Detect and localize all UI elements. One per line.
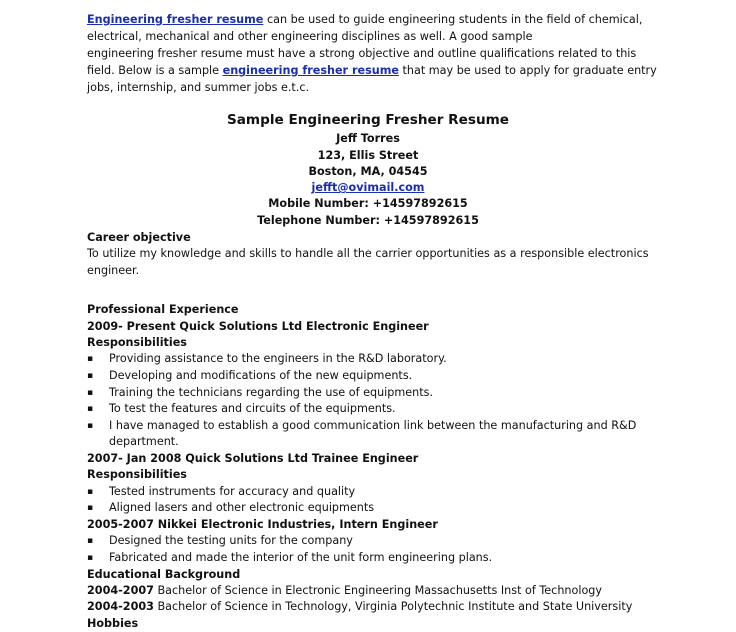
intro-line-1-text: can be used to guide engineering students in the field of chemical, (263, 13, 643, 26)
engineering-fresher-resume-link-2[interactable]: engineering fresher resume (222, 64, 399, 77)
education-heading: Educational Background (87, 568, 241, 581)
bullet-icon: ▪ (87, 371, 94, 381)
career-objective-line-2: engineer. (87, 264, 140, 277)
job-3-title: 2005-2007 Nikkei Electronic Industries, Intern Engineer (87, 518, 438, 531)
telephone-number: Telephone Number: +14597892615 (257, 214, 479, 227)
job-1-responsibilities-heading: Responsibilities (87, 336, 187, 349)
education-description: Bachelor of Science in Technology, Virginia Polytechnic Institute and State University (153, 600, 633, 613)
bullet-icon: ▪ (87, 354, 94, 364)
email-row (0, 180, 736, 196)
intro-line-3: engineering fresher resume must have a strong objective and outline qualifications related to this (87, 47, 637, 60)
bullet-icon: ▪ (87, 388, 94, 398)
list-item-text: Training the technicians regarding the use of equipments. (109, 386, 434, 399)
list-item-text: Fabricated and made the interior of the unit form engineering plans. (109, 551, 493, 564)
list-item-text: I have managed to establish a good communication link between the manufacturing and R&D (109, 419, 637, 432)
candidate-name: Jeff Torres (336, 132, 400, 145)
list-item-text: Aligned lasers and other electronic equipments (109, 501, 375, 514)
intro-line-5: jobs, internship, and summer jobs e.t.c. (87, 81, 310, 94)
list-item-text: Developing and modifications of the new equipments. (109, 369, 413, 382)
bullet-icon: ▪ (87, 421, 94, 431)
education-years: 2004-2003 (87, 600, 154, 613)
education-item (87, 599, 632, 615)
list-item-text: Providing assistance to the engineers in the R&D laboratory. (109, 352, 447, 365)
list-item-text: Tested instruments for accuracy and quality (109, 485, 356, 498)
resume-title: Sample Engineering Fresher Resume (226, 112, 510, 128)
bullet-icon: ▪ (87, 487, 94, 497)
hobbies-heading: Hobbies (87, 617, 139, 630)
intro-line-1 (87, 12, 642, 28)
list-item-text: Designed the testing units for the company (109, 534, 353, 547)
professional-experience-heading: Professional Experience (87, 303, 239, 316)
career-objective-heading: Career objective (87, 231, 191, 244)
engineering-fresher-resume-link[interactable]: Engineering fresher resume (87, 13, 264, 26)
career-objective-line-1: To utilize my knowledge and skills to handle all the carrier opportunities as a responsible electronics (87, 247, 649, 260)
street-address: 123, Ellis Street (317, 149, 419, 162)
bullet-icon: ▪ (87, 503, 94, 513)
list-item-continuation: department. (109, 435, 179, 448)
intro-line-4-pre: field. Below is a sample (87, 64, 223, 77)
job-2-title: 2007- Jan 2008 Quick Solutions Ltd Trainee Engineer (87, 452, 419, 465)
education-description: Bachelor of Science in Electronic Engineering Massachusetts Inst of Technology (153, 584, 603, 597)
education-item (87, 583, 602, 599)
mobile-number: Mobile Number: +14597892615 (268, 197, 468, 210)
job-1-title: 2009- Present Quick Solutions Ltd Electronic Engineer (87, 320, 429, 333)
bullet-icon: ▪ (87, 404, 94, 414)
bullet-icon: ▪ (87, 553, 94, 563)
email-link[interactable]: jefft@ovimail.com (311, 181, 425, 194)
list-item-text: To test the features and circuits of the equipments. (109, 402, 396, 415)
bullet-icon: ▪ (87, 536, 94, 546)
intro-line-2: electrical, mechanical and other engineering disciplines as well. A good sample (87, 30, 533, 43)
city-address: Boston, MA, 04545 (308, 165, 428, 178)
intro-line-4-text: that may be used to apply for graduate entry (398, 64, 657, 77)
education-years: 2004-2007 (87, 584, 154, 597)
job-2-responsibilities-heading: Responsibilities (87, 468, 187, 481)
intro-line-4 (87, 63, 657, 79)
